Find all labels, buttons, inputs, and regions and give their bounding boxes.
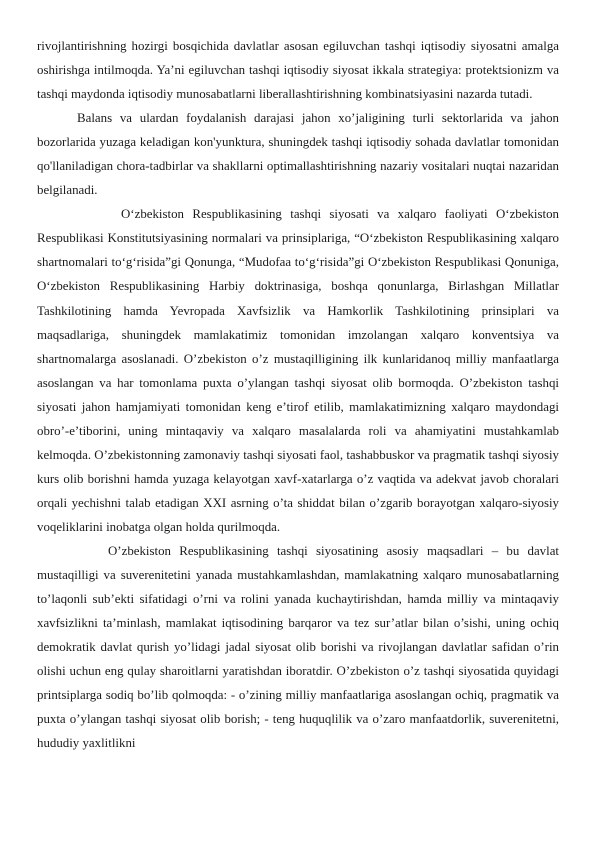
document-page — [37, 34, 559, 755]
paragraph-3: O‘zbekiston Respublikasining tashqi siyosati va xalqaro faoliyati O‘zbekiston Respublikasi Konstitutsiyasining normalari va prinsiplariga, “O‘zbekiston Respublikasining xalqaro shartnomalari to‘g‘risida”gi Qonunga, “Mudofaa to‘g‘risida”gi O‘zbekiston Respublikasi Qonuniga, O‘zbekiston Respublikasining Harbiy doktrinasiga, boshqa qonunlarga, Birlashgan Millatlar Tashkilotining hamda Yevropada Xavfsizlik va Hamkorlik Tashkilotining prinsiplari va maqsadlariga, shuningdek mamlakatimiz tomonidan imzolangan xalqaro konventsiya va shartnomalarga asoslanadi. O’zbekiston o’z mustaqilligining ilk kunlaridanoq milliy manfaatlarga asoslangan va har tomonlama puxta o’ylangan tashqi siyosat olib bormoqda. O’zbekiston tashqi siyosati jahon hamjamiyati tomonidan keng e’tirof etilib, mamlakatimizning xalqaro maydondagi obro’-e’tiborini, uning mintaqaviy va xalqaro masalalarda roli va ahamiyatini mustahkamlab kelmoqda. O’zbekistonning zamonaviy tashqi siyosati faol, tashabbuskor va pragmatik tashqi siyosiy kurs olib borishni hamda yuzaga kelayotgan xavf-xatarlarga o’z vaqtida va adekvat javob choralari orqali yechishni talab etadigan XXI asrning o’ta shiddat bilan o’zgarib borayotgan xalqaro-siyosiy voqeliklarini inobatga olgan holda qurilmoqda. — [37, 207, 559, 534]
paragraph-2: Balans va ulardan foydalanish darajasi jahon xo’jaligining turli sektorlarida va jahon bozorlarida yuzaga keladigan kon'yunktura, shuningdek tashqi iqtisodiy sohada davlatlar tomonidan qo'llaniladigan chora-tadbirlar va shakllarni optimallashtirishning nazariy vositalari nuqtai nazaridan belgilanadi. — [37, 111, 559, 198]
paragraph-1: rivojlantirishning hozirgi bosqichida davlatlar asosan egiluvchan tashqi iqtisodiy siyosatni amalga oshirishga intilmoqda. Ya’ni egiluvchan tashqi iqtisodiy siyosat ikkala strategiya: protektsionizm va tashqi maydonda iqtisodiy munosabatlarni liberallashtirishning kombinatsiyasini nazarda tutadi. — [37, 39, 559, 102]
paragraph-4: O’zbekiston Respublikasining tashqi siyosatining asosiy maqsadlari – bu davlat mustaqilligi va suverenitetini yanada mustahkamlashdan, mamlakatning xalqaro munosabatlarning to’laqonli sub’ekti sifatidagi o’rni va rolini yanada kuchaytirishdan, hamda milliy va mintaqaviy xavfsizlikni ta’minlash, mamlakat iqtisodining barqaror va tez sur’atlar bilan o’sishi, uning ochiq demokratik davlat qurish yo’lidagi jadal siyosat olib borishi va rivojlangan davlatlar safidan o’rin olishi uchun eng qulay sharoitlarni yaratishdan iboratdir. O’zbekiston o’z tashqi siyosatida quyidagi printsiplarga sodiq bo’lib qolmoqda: - o’zining milliy manfaatlariga asoslangan ochiq, pragmatik va puxta o’ylangan tashqi siyosat olib borish; - teng huquqlilik va o’zaro manfaatdorlik, suverenitetni, hududiy yaxlitlikni — [37, 543, 559, 751]
